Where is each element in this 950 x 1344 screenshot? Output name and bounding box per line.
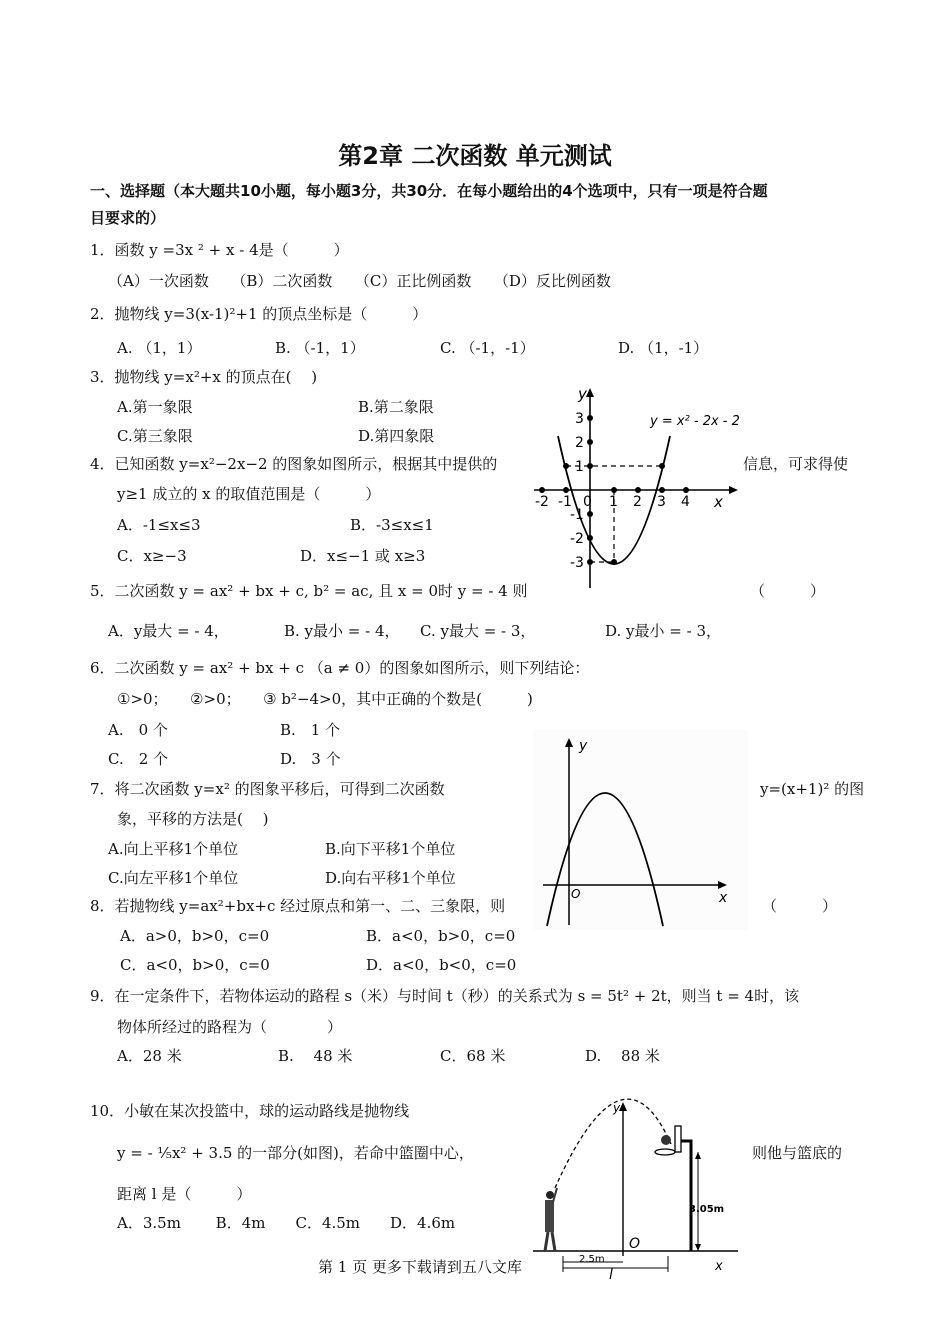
- q9-option-c: C．68 米: [440, 1047, 506, 1065]
- q5-option-b: B. y最小 = - 4，: [284, 622, 400, 640]
- q6-option-b: B. 1 个: [280, 721, 341, 739]
- height-arrow-icon: [695, 1152, 701, 1159]
- q4-line2: y≥1 成立的 x 的取值范围是（ ）: [117, 485, 381, 503]
- tick-x-neg2: [539, 487, 545, 493]
- q2-option-c: C. （-1，-1）: [440, 339, 535, 357]
- q8-paren: （ ）: [762, 897, 838, 915]
- q3-option-d: D.第四象限: [358, 427, 435, 445]
- backboard-icon: [675, 1126, 681, 1152]
- q3-option-b: B.第二象限: [358, 398, 434, 416]
- q2-option-b: B. （-1，1）: [275, 339, 365, 357]
- graph3-l-label: l: [609, 1267, 613, 1283]
- y-tick-label: -2: [570, 531, 584, 547]
- q6-option-d: D. 3 个: [280, 750, 341, 768]
- q10-line2: y = - ⅕x² + 3.5 的一部分(如图)，若命中篮圈中心，: [117, 1144, 474, 1162]
- hoop-icon: [655, 1149, 675, 1155]
- point-0-neg3: [587, 559, 593, 565]
- graph-q6-parabola: [533, 730, 748, 930]
- hoop-pole-icon: [681, 1141, 691, 1251]
- graph2-y-label: y: [579, 738, 588, 754]
- y-tick-label: 2: [575, 435, 584, 451]
- player-head-icon: [546, 1191, 554, 1199]
- x-axis-arrow-icon: [729, 486, 738, 494]
- y-tick-label: -1: [570, 507, 584, 523]
- q3-stem: 3．抛物线 y=x²+x 的顶点在( ): [90, 368, 318, 386]
- q8-option-d: D．a<0，b<0，c=0: [366, 956, 517, 974]
- q5-paren: （ ）: [750, 582, 826, 600]
- q9-option-a: A．28 米: [117, 1047, 182, 1065]
- x-tick-label: -1: [558, 494, 572, 510]
- point-0-neg2: [587, 535, 593, 541]
- y-axis-arrow-icon: [586, 388, 594, 397]
- graph2-origin-label: O: [571, 887, 581, 901]
- y-tick-label: 3: [575, 411, 584, 427]
- q4-option-b: B．-3≤x≤1: [350, 516, 434, 534]
- section-header-line2: 目要求的）: [90, 209, 166, 227]
- q2-option-d: D. （1，-1）: [618, 339, 709, 357]
- graph-q10-basketball: [533, 1096, 748, 1284]
- x-tick-label: -2: [535, 494, 549, 510]
- graph3-dist-label: 2.5m: [579, 1254, 605, 1265]
- point-0-2: [587, 439, 593, 445]
- player-body-icon: [545, 1200, 554, 1232]
- q9-option-d: D. 88 米: [585, 1047, 660, 1065]
- q7-option-d: D.向右平移1个单位: [325, 869, 456, 887]
- q6-line2: ①>0； ②>0； ③ b²−4>0，其中正确的个数是( ): [117, 690, 533, 708]
- q8-stem: 8．若抛物线 y=ax²+bx+c 经过原点和第一、二、三象限，则: [90, 897, 506, 915]
- q4-option-a: A．-1≤x≤3: [117, 516, 201, 534]
- point-0-neg1: [587, 511, 593, 517]
- tick-x-2: [635, 487, 641, 493]
- q4-stem: 4．已知函数 y=x²−2x−2 的图象如图所示，根据其中提供的: [90, 455, 498, 473]
- height-arrow-icon: [695, 1244, 701, 1251]
- q8-option-b: B．a<0，b>0，c=0: [366, 927, 516, 945]
- graph3-y-label: y: [613, 1101, 621, 1115]
- q2-stem: 2．抛物线 y=3(x-1)²+1 的顶点坐标是（ ）: [90, 305, 428, 323]
- graph2-x-label: x: [719, 890, 728, 906]
- graph3-x-label: x: [715, 1259, 723, 1274]
- q1-stem: 1．函数 y =3x ² + x - 4是（ ）: [90, 241, 349, 259]
- q7-stem: 7．将二次函数 y=x² 的图象平移后，可得到二次函数: [90, 780, 445, 798]
- tick-x-3: [659, 487, 665, 493]
- point-neg1-1: [563, 463, 569, 469]
- q5-option-a: A．y最大 = - 4，: [108, 622, 229, 640]
- q9-line2: 物体所经过的路程为（ ）: [117, 1018, 343, 1036]
- q7-option-c: C.向左平移1个单位: [108, 869, 239, 887]
- q3-option-c: C.第三象限: [117, 427, 193, 445]
- q9-stem: 9．在一定条件下，若物体运动的路程 s（米）与时间 t（秒）的关系式为 s = 5t² + 2t，则当 t = 4时，该: [90, 987, 800, 1005]
- q5-stem: 5．二次函数 y = ax² + bx + c, b² = ac, 且 x = 0时 y = - 4 则: [90, 582, 528, 600]
- x-tick-label: 4: [681, 494, 690, 510]
- q8-option-c: C．a<0，b>0，c=0: [120, 956, 270, 974]
- tick-x-neg1: [563, 487, 569, 493]
- x-tick-label: 3: [657, 494, 666, 510]
- q3-option-a: A.第一象限: [117, 398, 193, 416]
- q6-option-a: A. 0 个: [108, 721, 168, 739]
- y-tick-label: 1: [575, 459, 584, 475]
- graph1-x-label: x: [714, 493, 723, 511]
- q5-option-d: D. y最小 = - 3，: [605, 622, 721, 640]
- page-title: 第2章 二次函数 单元测试: [338, 142, 612, 170]
- q8-option-a: A．a>0，b>0，c=0: [120, 927, 270, 945]
- tick-x-1: [611, 487, 617, 493]
- point-0-1: [587, 463, 593, 469]
- tick-x-4: [683, 487, 689, 493]
- q4-option-c: C．x≥−3: [117, 547, 187, 565]
- q7-stem-end: y=(x+1)² 的图: [760, 780, 865, 798]
- q6-stem: 6．二次函数 y = ax² + bx + c （a ≠ 0）的图象如图所示，则下列结论：: [90, 659, 590, 677]
- q9-option-b: B. 48 米: [278, 1047, 353, 1065]
- q2-option-a: A. （1，1）: [117, 339, 202, 357]
- point-0-3: [587, 415, 593, 421]
- x-tick-label: 2: [633, 494, 642, 510]
- ball-icon: [661, 1135, 671, 1145]
- x-tick-label: 0: [583, 494, 592, 510]
- y-tick-label: -3: [570, 555, 584, 571]
- q5-option-c: C. y最大 = - 3，: [420, 622, 536, 640]
- y-axis-arrow-icon: [619, 1102, 627, 1111]
- graph2-background: [533, 730, 748, 930]
- graph3-height-label: 3.05m: [689, 1204, 725, 1215]
- graph1-y-label: y: [578, 385, 587, 403]
- graph1-function-label: y = x² - 2x - 2: [650, 414, 740, 429]
- q4-stem-end: 信息，可求得使: [743, 455, 849, 473]
- q7-option-a: A.向上平移1个单位: [108, 840, 239, 858]
- q1-options: （A）一次函数 （B）二次函数 （C）正比例函数 （D）反比例函数: [108, 272, 611, 290]
- q10-options: A．3.5m B．4m C．4.5m D．4.6m: [117, 1214, 456, 1232]
- player-leg-icon: [545, 1232, 548, 1251]
- x-tick-label: 1: [609, 494, 618, 510]
- q10-line2-end: 则他与篮底的: [752, 1144, 843, 1162]
- q4-option-d: D．x≤−1 或 x≥3: [300, 547, 426, 565]
- player-leg-icon: [552, 1232, 555, 1251]
- q7-line2: 象，平移的方法是( ): [117, 810, 269, 828]
- q6-option-c: C. 2 个: [108, 750, 169, 768]
- point-3-1: [659, 463, 665, 469]
- q10-line3: 距离 l 是（ ）: [117, 1185, 252, 1203]
- page-footer: 第 1 页 更多下载请到五八文库: [318, 1258, 522, 1276]
- vertex-point: [611, 559, 617, 565]
- q10-stem: 10．小敏在某次投篮中，球的运动路线是抛物线: [90, 1102, 410, 1120]
- graph3-origin-label: O: [629, 1236, 641, 1252]
- graph-q4-parabola: [528, 380, 743, 595]
- section-header-line1: 一、选择题（本大题共10小题，每小题3分，共30分．在每小题给出的4个选项中，只有一项是符合题: [90, 182, 768, 200]
- q7-option-b: B.向下平移1个单位: [325, 840, 456, 858]
